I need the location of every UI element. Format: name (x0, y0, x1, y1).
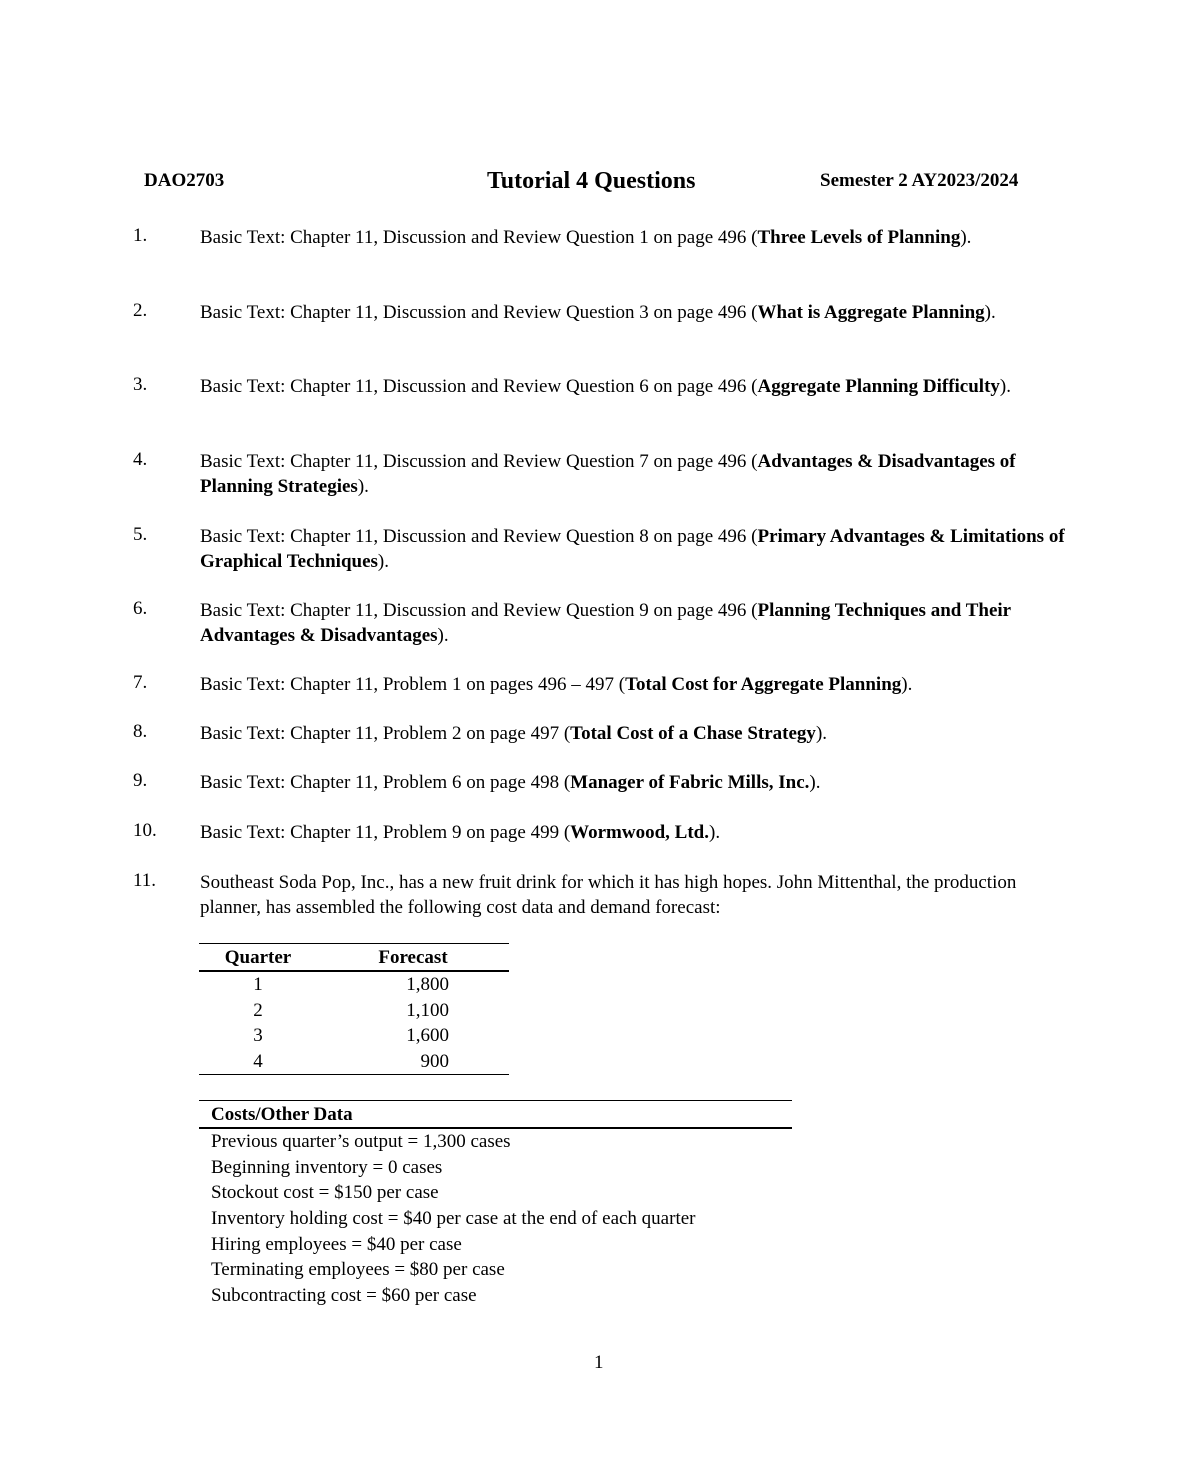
question-text: Basic Text: Chapter 11, Discussion and Review Question 7 on page 496 (Advantages & Disadvantages of Planning Strategies). (200, 451, 1016, 497)
question-topic: Total Cost for Aggregate Planning (625, 674, 902, 695)
costs-row: Beginning inventory = 0 cases (211, 1156, 443, 1178)
table-cell: 1 (253, 974, 263, 996)
question-topic: Advantages & Disadvantages of Planning Strategies (200, 451, 1016, 497)
table-cell: 1,100 (406, 999, 449, 1021)
question-topic: Planning Techniques and Their Advantages & Disadvantages (200, 600, 1011, 646)
table-cell: 2 (253, 999, 263, 1021)
table-row (199, 1049, 509, 1075)
table-cell: 3 (253, 1025, 263, 1047)
question-number: 6. (133, 598, 148, 619)
semester-label: Semester 2 AY2023/2024 (820, 170, 1019, 191)
question-number: 3. (133, 374, 148, 395)
question-topic: Manager of Fabric Mills, Inc. (570, 772, 810, 793)
question-text: Basic Text: Chapter 11, Discussion and Review Question 6 on page 496 (Aggregate Planning Difficulty). (200, 376, 1011, 397)
question-text: Basic Text: Chapter 11, Problem 6 on page 498 (Manager of Fabric Mills, Inc.). (200, 772, 821, 793)
question-number: 5. (133, 524, 148, 545)
column-header: Quarter (199, 944, 317, 972)
column-header: Forecast (317, 944, 509, 972)
costs-row: Hiring employees = $40 per case (211, 1233, 462, 1255)
question-text: Basic Text: Chapter 11, Discussion and Review Question 8 on page 496 (Primary Advantages & Limitations of Graphical Techniques). (200, 526, 1065, 572)
question-text: Basic Text: Chapter 11, Problem 1 on pages 496 – 497 (Total Cost for Aggregate Planning). (200, 674, 913, 695)
table-cell: 4 (199, 1049, 317, 1075)
course-code: DAO2703 (144, 170, 225, 191)
table-cell: 900 (317, 1049, 509, 1075)
page-number: 1 (594, 1352, 604, 1373)
costs-row: Terminating employees = $80 per case (211, 1259, 505, 1281)
question-text: Basic Text: Chapter 11, Discussion and Review Question 3 on page 496 (What is Aggregate Planning). (200, 302, 996, 323)
costs-row: Subcontracting cost = $60 per case (211, 1285, 477, 1307)
table-cell: 1,800 (406, 974, 449, 996)
question-text: Southeast Soda Pop, Inc., has a new fruit drink for which it has high hopes. John Mittenthal, the production planner, has assembled the following cost data and demand forecast: (200, 872, 1017, 918)
question-number: 10. (133, 820, 157, 841)
question-number: 2. (133, 300, 148, 321)
question-number: 7. (133, 672, 148, 693)
question-topic: Aggregate Planning Difficulty (757, 376, 1000, 397)
question-number: 8. (133, 721, 148, 742)
costs-row: Stockout cost = $150 per case (211, 1182, 439, 1204)
table-row (199, 998, 509, 1024)
table-cell: 1,600 (406, 1025, 449, 1047)
question-number: 9. (133, 770, 148, 791)
question-text: Basic Text: Chapter 11, Discussion and Review Question 9 on page 496 (Planning Techniques and Their Advantages & Disadvantages). (200, 600, 1011, 646)
question-topic: What is Aggregate Planning (757, 302, 985, 323)
costs-row: Inventory holding cost = $40 per case at the end of each quarter (211, 1208, 696, 1230)
table-row (199, 1023, 509, 1049)
question-text: Basic Text: Chapter 11, Problem 2 on page 497 (Total Cost of a Chase Strategy). (200, 723, 828, 744)
costs-header: Costs/Other Data (199, 1100, 792, 1129)
table-header-row (199, 944, 509, 972)
question-topic: Wormwood, Ltd. (570, 822, 709, 843)
forecast-table (199, 943, 509, 1075)
question-number: 1. (133, 225, 148, 246)
question-topic: Primary Advantages & Limitations of Graphical Techniques (200, 526, 1065, 572)
question-text: Basic Text: Chapter 11, Problem 9 on page 499 (Wormwood, Ltd.). (200, 822, 721, 843)
costs-row: Previous quarter’s output = 1,300 cases (211, 1131, 511, 1152)
question-topic: Three Levels of Planning (757, 227, 961, 248)
question-topic: Total Cost of a Chase Strategy (570, 723, 816, 744)
question-number: 4. (133, 449, 148, 470)
question-text: Basic Text: Chapter 11, Discussion and Review Question 1 on page 496 (Three Levels of Planning). (200, 227, 972, 248)
question-number: 11. (133, 870, 157, 891)
costs-table (199, 1100, 792, 1309)
table-row (199, 971, 509, 998)
page-title: Tutorial 4 Questions (487, 168, 696, 194)
